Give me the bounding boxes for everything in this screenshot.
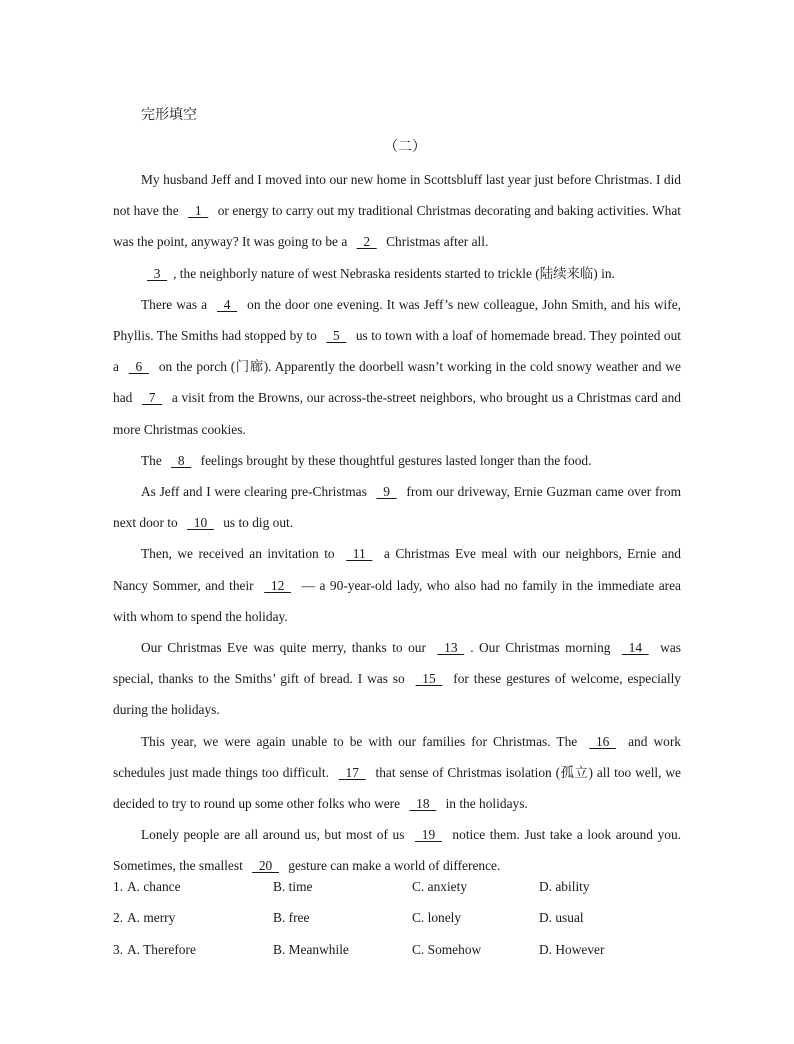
- passage-text: on the door one evening. It was Jeff’s new colleague, John Smith, and his wife, Phyllis. The Smiths had stopped by to: [113, 296, 681, 344]
- passage-text: The: [141, 452, 166, 468]
- blank-number: 7: [142, 390, 163, 406]
- blank-number: 8: [171, 452, 192, 468]
- question-row: [113, 942, 681, 973]
- passage-text: or energy to carry out my traditional Christmas decorating and baking activities. What was the point, anyway? It was going to be a: [113, 203, 681, 250]
- option-c[interactable]: C. anxiety: [412, 879, 468, 894]
- passage-paragraph: [113, 819, 681, 881]
- option-a[interactable]: A. Therefore: [127, 941, 196, 957]
- passage-text: Then, we received an invitation to: [141, 546, 341, 562]
- option-d[interactable]: D. ability: [539, 879, 590, 894]
- passage-text: This year, we were again unable to be with our families for Christmas. The: [141, 733, 584, 749]
- blank-number: 1: [188, 203, 209, 219]
- passage-text: Christmas after all.: [382, 234, 489, 250]
- blank-number: 15: [415, 671, 443, 687]
- passage-text: My husband Jeff and I moved into our new home in Scottsbluff last year just before Christmas. I did not have the: [113, 172, 681, 219]
- passage-text: on the porch (门廊). Apparently the doorbell wasn’t working in the cold snowy weather and we had: [113, 359, 682, 406]
- passage-text: gesture can make a world of difference.: [284, 858, 501, 874]
- passage-text: for these gestures of welcome, especially during the holidays.: [113, 671, 681, 718]
- blank-number: 6: [128, 359, 149, 375]
- blank-number: 13: [437, 640, 465, 656]
- question-row: [113, 879, 681, 910]
- section-number: （二）: [384, 140, 426, 155]
- answer-options: [113, 879, 681, 973]
- blank-number: 3: [147, 265, 168, 281]
- blank-number: 5: [326, 328, 347, 344]
- passage-text: a visit from the Browns, our across-the-street neighbors, who brought us a Christmas card and more Christmas cookies.: [113, 390, 682, 437]
- option-d[interactable]: D. usual: [539, 910, 584, 926]
- blank-number: 20: [252, 858, 279, 874]
- blank-number: 12: [264, 577, 291, 593]
- option-b[interactable]: B. Meanwhile: [273, 941, 349, 957]
- blank-number: 17: [338, 764, 366, 780]
- option-b[interactable]: B. free: [273, 910, 310, 926]
- passage-text: , the neighborly nature of west Nebraska residents started to trickle (陆续来临) in.: [173, 265, 615, 281]
- blank-number: 9: [376, 484, 397, 500]
- blank-number: 18: [409, 796, 437, 812]
- passage-text: As Jeff and I were clearing pre-Christmas: [141, 484, 371, 500]
- passage-text: us to town with a loaf of homemade bread. They pointed out a: [113, 328, 681, 375]
- passage-text: Our Christmas Eve was quite merry, thanks to our: [141, 640, 432, 656]
- question-number: 3.: [113, 941, 124, 957]
- passage-text: . Our Christmas morning: [470, 640, 616, 656]
- cloze-passage: [113, 164, 681, 882]
- blank-number: 16: [589, 733, 617, 749]
- passage-paragraph: [113, 445, 681, 476]
- question-number: 1.: [113, 879, 124, 894]
- blank-number: 19: [415, 827, 442, 843]
- passage-text: in the holidays.: [442, 796, 528, 812]
- blank-number: 2: [356, 234, 377, 250]
- blank-number: 10: [187, 515, 214, 531]
- passage-paragraph: [113, 538, 681, 632]
- passage-text: was special, thanks to the Smiths’ gift of bread. I was so: [113, 640, 681, 687]
- option-b[interactable]: B. time: [273, 879, 313, 894]
- passage-paragraph: [113, 164, 681, 258]
- blank-number: 14: [621, 640, 649, 656]
- option-c[interactable]: C. lonely: [412, 910, 462, 926]
- passage-paragraph: [113, 476, 681, 538]
- passage-text: that sense of Christmas isolation (孤立) all too well, we decided to try to round up some other folks who were: [113, 764, 681, 812]
- option-d[interactable]: D. However: [539, 941, 605, 957]
- passage-paragraph: [113, 258, 681, 289]
- passage-text: from our driveway, Ernie Guzman came over from next door to: [113, 484, 681, 531]
- section-heading: 完形填空: [141, 108, 197, 123]
- passage-text: feelings brought by these thoughtful gestures lasted longer than the food.: [197, 452, 592, 468]
- option-a[interactable]: A. merry: [127, 910, 176, 926]
- blank-number: 11: [346, 546, 373, 562]
- passage-text: us to dig out.: [219, 515, 294, 531]
- passage-text: and work schedules just made things too difficult.: [113, 733, 681, 780]
- blank-number: 4: [217, 296, 238, 312]
- passage-text: a Christmas Eve meal with our neighbors, Ernie and Nancy Sommer, and their: [113, 546, 681, 593]
- option-a[interactable]: A. chance: [127, 879, 181, 894]
- passage-paragraph: [113, 726, 681, 820]
- question-number: 2.: [113, 910, 124, 926]
- passage-text: There was a: [141, 296, 212, 312]
- option-c[interactable]: C. Somehow: [412, 941, 482, 957]
- passage-paragraph: [113, 632, 681, 726]
- passage-text: Lonely people are all around us, but most of us: [141, 827, 410, 843]
- passage-text: notice them. Just take a look around you. Sometimes, the smallest: [113, 827, 681, 874]
- passage-paragraph: [113, 289, 681, 445]
- question-row: [113, 910, 681, 941]
- passage-text: — a 90-year-old lady, who also had no family in the immediate area with whom to spend the holiday.: [113, 577, 681, 624]
